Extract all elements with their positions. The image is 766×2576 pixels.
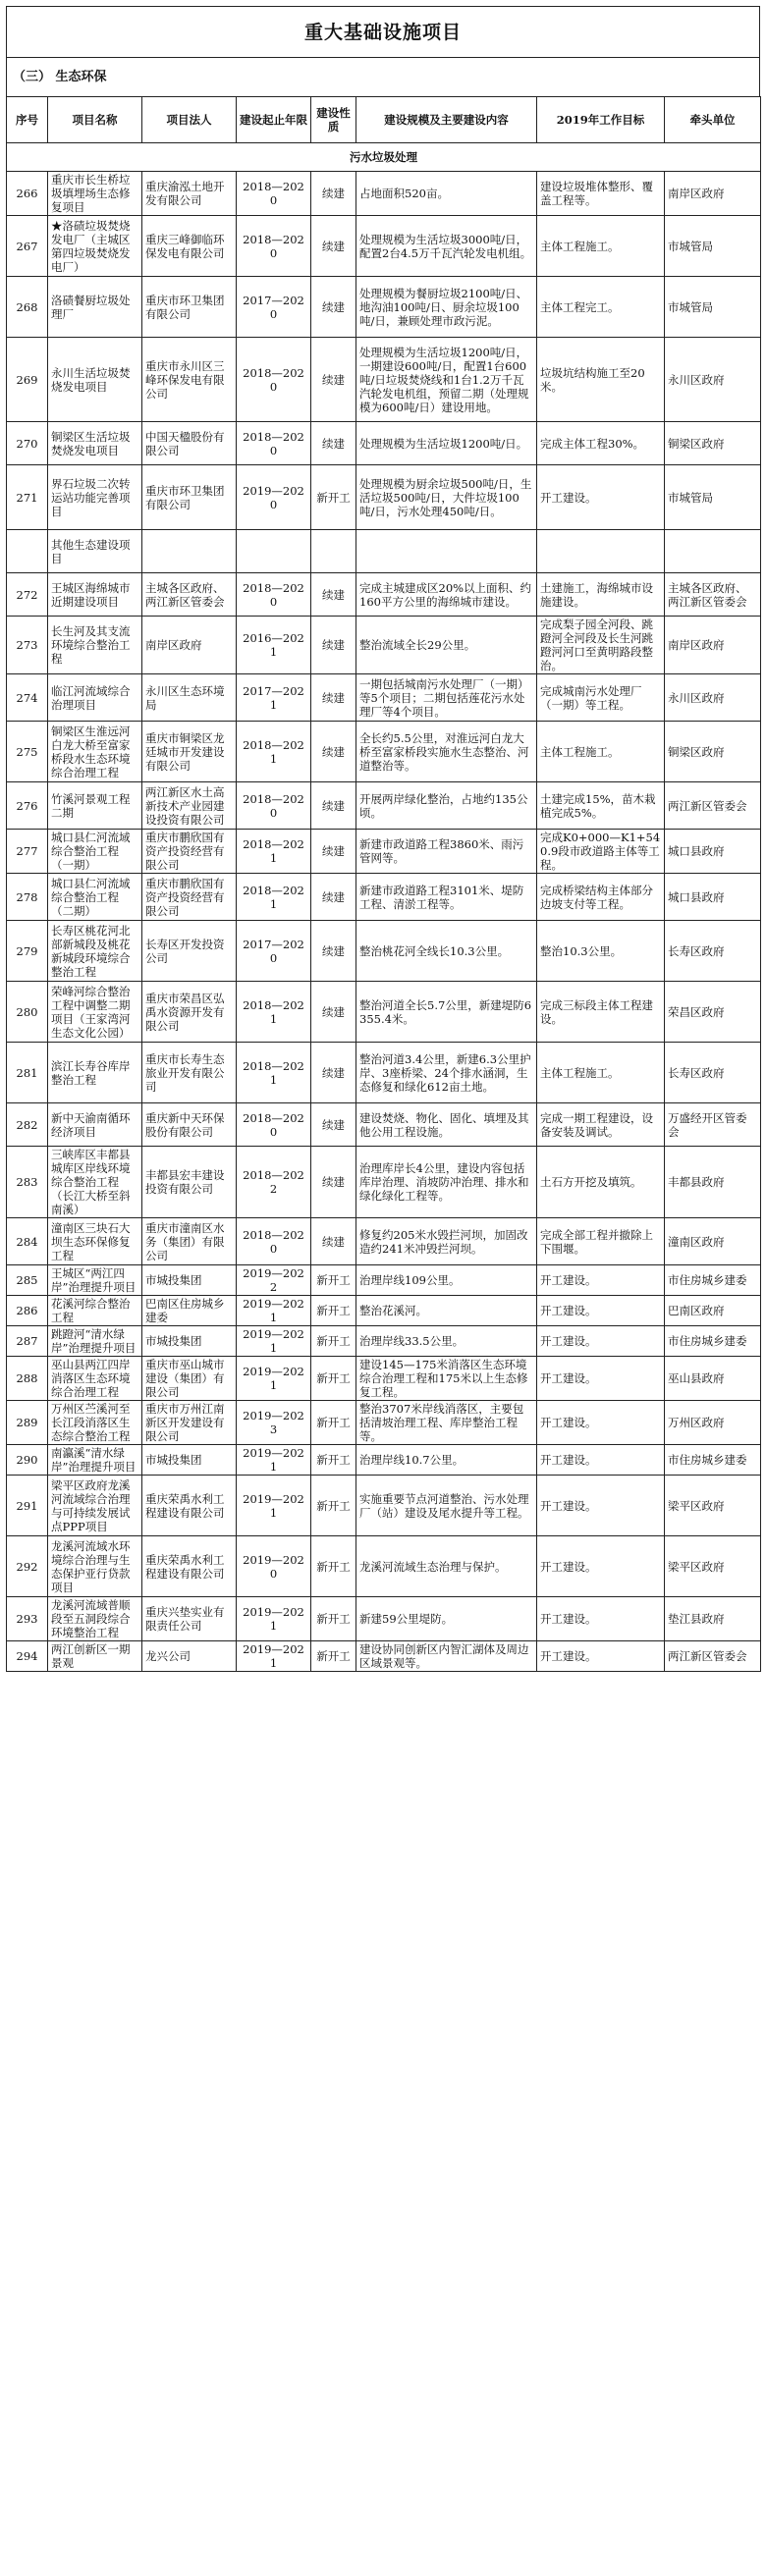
cell-name: 滨江长寿谷库岸整治工程 — [48, 1043, 142, 1103]
table-row — [7, 530, 761, 573]
cell-scale: 整治河道全长5.7公里，新建堤防6355.4米。 — [356, 982, 537, 1043]
cell-owner: 重庆市环卫集团有限公司 — [142, 465, 237, 530]
cell-goal: 完成主体工程30%。 — [537, 422, 665, 465]
cell-owner: 重庆荣禹水利工程建设有限公司 — [142, 1476, 237, 1536]
cell-no: 279 — [7, 921, 48, 982]
cell-nature: 续建 — [311, 338, 356, 422]
cell-nature: 续建 — [311, 874, 356, 921]
cell-lead: 永川区政府 — [665, 338, 761, 422]
cell-period: 2017—2020 — [237, 921, 311, 982]
cell-goal: 主体工程施工。 — [537, 216, 665, 277]
cell-period — [237, 530, 311, 573]
cell-no: 294 — [7, 1641, 48, 1672]
cell-nature: 续建 — [311, 830, 356, 874]
table-row — [7, 1445, 761, 1476]
cell-nature: 续建 — [311, 674, 356, 722]
cell-nature: 续建 — [311, 277, 356, 338]
table-row — [7, 1476, 761, 1536]
cell-scale: 新建市政道路工程3101米、堤防工程、清淤工程等。 — [356, 874, 537, 921]
cell-no: 285 — [7, 1265, 48, 1296]
cell-scale: 处理规模为生活垃圾1200吨/日，一期建设600吨/日，配置1台600吨/日垃圾焚烧线和1台1.2万千瓦汽轮发电机组，预留二期（处理规模为600吨/日）建设用地。 — [356, 338, 537, 422]
cell-nature: 续建 — [311, 1103, 356, 1147]
cell-owner: 主城各区政府、两江新区管委会 — [142, 573, 237, 617]
cell-lead: 铜梁区政府 — [665, 422, 761, 465]
cell-period: 2019—2021 — [237, 1357, 311, 1401]
cell-goal: 开工建设。 — [537, 1326, 665, 1357]
table-row — [7, 1536, 761, 1597]
cell-name: 万州区苎溪河至长江段消落区生态综合整治工程 — [48, 1401, 142, 1445]
cell-nature: 续建 — [311, 1147, 356, 1218]
cell-name: 临江河流域综合治理项目 — [48, 674, 142, 722]
header-cell: 建设性质 — [311, 97, 356, 143]
cell-period: 2018—2022 — [237, 1147, 311, 1218]
header-cell: 2019年工作目标 — [537, 97, 665, 143]
cell-nature: 续建 — [311, 172, 356, 216]
table-row — [7, 674, 761, 722]
cell-goal: 主体工程施工。 — [537, 722, 665, 782]
cell-nature: 新开工 — [311, 465, 356, 530]
cell-no: 273 — [7, 617, 48, 674]
cell-lead: 万州区政府 — [665, 1401, 761, 1445]
cell-lead: 市城管局 — [665, 465, 761, 530]
cell-owner: 重庆市鹏欣国有资产投资经营有限公司 — [142, 874, 237, 921]
cell-owner: 市城投集团 — [142, 1265, 237, 1296]
cell-nature: 续建 — [311, 573, 356, 617]
cell-nature: 新开工 — [311, 1296, 356, 1326]
table-row — [7, 1218, 761, 1265]
cell-goal: 开工建设。 — [537, 1357, 665, 1401]
cell-no: 290 — [7, 1445, 48, 1476]
table-row — [7, 1043, 761, 1103]
cell-period: 2018—2020 — [237, 422, 311, 465]
cell-lead: 垫江县政府 — [665, 1597, 761, 1641]
cell-scale: 建设协同创新区内智汇湖体及周边区域景观等。 — [356, 1641, 537, 1672]
cell-no: 281 — [7, 1043, 48, 1103]
cell-period: 2019—2021 — [237, 1326, 311, 1357]
cell-scale: 治理岸线10.7公里。 — [356, 1445, 537, 1476]
cell-lead: 市住房城乡建委 — [665, 1445, 761, 1476]
cell-owner: 重庆荣禹水利工程建设有限公司 — [142, 1536, 237, 1597]
cell-nature — [311, 530, 356, 573]
cell-name: 跳蹬河“清水绿岸”治理提升项目 — [48, 1326, 142, 1357]
cell-period: 2018—2021 — [237, 982, 311, 1043]
cell-nature: 续建 — [311, 722, 356, 782]
table-row — [7, 782, 761, 830]
cell-goal: 完成桥梁结构主体部分边坡支付等工程。 — [537, 874, 665, 921]
cell-period: 2018—2020 — [237, 172, 311, 216]
cell-scale: 完成主城建成区20%以上面积、约160平方公里的海绵城市建设。 — [356, 573, 537, 617]
cell-owner: 巴南区住房城乡建委 — [142, 1296, 237, 1326]
cell-period: 2018—2021 — [237, 1043, 311, 1103]
cell-name: 城口县仁河流域综合整治工程（二期） — [48, 874, 142, 921]
cell-period: 2019—2020 — [237, 465, 311, 530]
cell-name: 南瀛溪“清水绿岸”治理提升项目 — [48, 1445, 142, 1476]
cell-goal: 完成K0+000—K1+540.9段市政道路主体等工程。 — [537, 830, 665, 874]
cell-name: 界石垃圾二次转运站功能完善项目 — [48, 465, 142, 530]
cell-goal: 建设垃圾堆体整形、覆盖工程等。 — [537, 172, 665, 216]
cell-owner: 重庆市铜梁区龙廷城市开发建设有限公司 — [142, 722, 237, 782]
cell-nature: 新开工 — [311, 1401, 356, 1445]
cell-owner: 重庆市长寿生态旅业开发有限公司 — [142, 1043, 237, 1103]
cell-name: ★洛碛垃圾焚烧发电厂（主城区第四垃圾焚烧发电厂） — [48, 216, 142, 277]
cell-nature: 续建 — [311, 1043, 356, 1103]
table-row — [7, 921, 761, 982]
cell-scale: 整治花溪河。 — [356, 1296, 537, 1326]
table-row — [7, 830, 761, 874]
cell-period: 2018—2020 — [237, 782, 311, 830]
cell-goal: 开工建设。 — [537, 1641, 665, 1672]
cell-goal: 主体工程完工。 — [537, 277, 665, 338]
header-cell: 项目名称 — [48, 97, 142, 143]
cell-name: 龙溪河流域水环境综合治理与生态保护亚行贷款项目 — [48, 1536, 142, 1597]
cell-period: 2018—2020 — [237, 216, 311, 277]
cell-scale: 治理库岸长4公里，建设内容包括库岸治理、消坡防冲治理、排水和绿化绿化工程等。 — [356, 1147, 537, 1218]
cell-goal: 完成三标段主体工程建设。 — [537, 982, 665, 1043]
cell-no: 284 — [7, 1218, 48, 1265]
cell-owner: 重庆新中天环保股份有限公司 — [142, 1103, 237, 1147]
cell-goal: 开工建设。 — [537, 465, 665, 530]
cell-name: 王城区海绵城市近期建设项目 — [48, 573, 142, 617]
cell-period: 2017—2021 — [237, 674, 311, 722]
cell-no: 287 — [7, 1326, 48, 1357]
cell-name: 长生河及其支流环境综合整治工程 — [48, 617, 142, 674]
cell-no: 274 — [7, 674, 48, 722]
cell-no: 268 — [7, 277, 48, 338]
cell-owner: 重庆市永川区三峰环保发电有限公司 — [142, 338, 237, 422]
cell-scale: 开展两岸绿化整治，占地约135公顷。 — [356, 782, 537, 830]
cell-goal: 完成全部工程并撤除上下围堰。 — [537, 1218, 665, 1265]
cell-goal: 开工建设。 — [537, 1476, 665, 1536]
table-row — [7, 1597, 761, 1641]
table-body — [7, 143, 761, 1672]
cell-lead: 南岸区政府 — [665, 172, 761, 216]
cell-nature: 续建 — [311, 422, 356, 465]
cell-name: 长寿区桃花河北部新城段及桃花新城段环境综合整治工程 — [48, 921, 142, 982]
cell-no: 270 — [7, 422, 48, 465]
cell-period: 2019—2022 — [237, 1265, 311, 1296]
cell-period: 2019—2021 — [237, 1445, 311, 1476]
cell-owner: 龙兴公司 — [142, 1641, 237, 1672]
cell-no: 266 — [7, 172, 48, 216]
cell-name: 梁平区政府龙溪河流域综合治理与可持续发展试点PPP项目 — [48, 1476, 142, 1536]
cell-no: 280 — [7, 982, 48, 1043]
cell-scale: 建设焚烧、物化、固化、填埋及其他公用工程设施。 — [356, 1103, 537, 1147]
page-title: 重大基础设施项目 — [6, 6, 760, 57]
cell-lead: 长寿区政府 — [665, 1043, 761, 1103]
cell-owner: 重庆市巫山城市建设（集团）有限公司 — [142, 1357, 237, 1401]
cell-owner: 重庆市潼南区水务（集团）有限公司 — [142, 1218, 237, 1265]
table-row — [7, 1103, 761, 1147]
cell-goal: 土建施工，海绵城市设施建设。 — [537, 573, 665, 617]
cell-scale: 治理岸线109公里。 — [356, 1265, 537, 1296]
cell-scale: 整治河道3.4公里，新建6.3公里护岸、3座桥梁、24个排水涵洞，生态修复和绿化612亩土地。 — [356, 1043, 537, 1103]
cell-owner: 重庆市万州江南新区开发建设有限公司 — [142, 1401, 237, 1445]
header-cell: 建设起止年限 — [237, 97, 311, 143]
cell-period: 2018—2020 — [237, 338, 311, 422]
cell-goal: 土建完成15%，苗木栽植完成5%。 — [537, 782, 665, 830]
cell-scale: 新建59公里堤防。 — [356, 1597, 537, 1641]
table-row — [7, 1265, 761, 1296]
cell-no: 271 — [7, 465, 48, 530]
cell-no: 275 — [7, 722, 48, 782]
cell-scale: 全长约5.5公里，对淮远河白龙大桥至富家桥段实施水生态整治、河道整治等。 — [356, 722, 537, 782]
cell-scale: 整治流域全长29公里。 — [356, 617, 537, 674]
table-row — [7, 172, 761, 216]
cell-period: 2019—2020 — [237, 1536, 311, 1597]
cell-lead: 万盛经开区管委会 — [665, 1103, 761, 1147]
cell-name: 铜梁区生淮远河白龙大桥至富家桥段水生态环境综合治理工程 — [48, 722, 142, 782]
cell-name: 荣峰河综合整治工程中调整二期项目（王家湾河生态文化公园） — [48, 982, 142, 1043]
cell-name: 三峡库区丰都县城库区岸线环境综合整治工程（长江大桥至斜南溪） — [48, 1147, 142, 1218]
cell-no: 272 — [7, 573, 48, 617]
cell-lead: 丰都县政府 — [665, 1147, 761, 1218]
cell-scale: 整治桃花河全线长10.3公里。 — [356, 921, 537, 982]
cell-owner: 中国天楹股份有限公司 — [142, 422, 237, 465]
cell-period: 2018—2021 — [237, 830, 311, 874]
cell-nature: 新开工 — [311, 1476, 356, 1536]
cell-name: 巫山县两江四岸消落区生态环境综合治理工程 — [48, 1357, 142, 1401]
table-row — [7, 573, 761, 617]
cell-no: 286 — [7, 1296, 48, 1326]
cell-owner — [142, 530, 237, 573]
cell-period: 2019—2021 — [237, 1296, 311, 1326]
cell-scale: 一期包括城南污水处理厂（一期）等5个项目；二期包括莲花污水处理厂等4个项目。 — [356, 674, 537, 722]
cell-owner: 市城投集团 — [142, 1326, 237, 1357]
cell-scale: 建设145—175米消落区生态环境综合治理工程和175米以上生态修复工程。 — [356, 1357, 537, 1401]
cell-owner: 南岸区政府 — [142, 617, 237, 674]
cell-nature: 续建 — [311, 617, 356, 674]
cell-period: 2018—2020 — [237, 1103, 311, 1147]
cell-nature: 新开工 — [311, 1445, 356, 1476]
cell-lead: 两江新区管委会 — [665, 782, 761, 830]
table-row — [7, 216, 761, 277]
cell-lead: 巫山县政府 — [665, 1357, 761, 1401]
cell-name: 竹溪河景观工程二期 — [48, 782, 142, 830]
cell-period: 2017—2020 — [237, 277, 311, 338]
cell-name: 新中天渝南循环经济项目 — [48, 1103, 142, 1147]
cell-no: 291 — [7, 1476, 48, 1536]
cell-lead: 永川区政府 — [665, 674, 761, 722]
table-row — [7, 338, 761, 422]
cell-goal: 开工建设。 — [537, 1597, 665, 1641]
cell-scale: 处理规模为餐厨垃圾2100吨/日、地沟油100吨/日、厨余垃圾100吨/日，兼顾处理市政污泥。 — [356, 277, 537, 338]
cell-owner: 重庆渝泓土地开发有限公司 — [142, 172, 237, 216]
cell-scale: 处理规模为生活垃圾1200吨/日。 — [356, 422, 537, 465]
cell-lead: 城口县政府 — [665, 830, 761, 874]
cell-lead: 梁平区政府 — [665, 1536, 761, 1597]
header-cell: 牵头单位 — [665, 97, 761, 143]
cell-scale: 处理规模为厨余垃圾500吨/日，生活垃圾500吨/日，大件垃圾100吨/日，污水处理450吨/日。 — [356, 465, 537, 530]
table-header-row — [7, 97, 761, 143]
cell-goal: 土石方开挖及填筑。 — [537, 1147, 665, 1218]
table-row — [7, 277, 761, 338]
cell-owner: 重庆兴垫实业有限责任公司 — [142, 1597, 237, 1641]
project-table — [6, 96, 761, 1672]
cell-nature: 续建 — [311, 782, 356, 830]
table-row — [7, 1296, 761, 1326]
cell-nature: 新开工 — [311, 1357, 356, 1401]
cell-period: 2019—2021 — [237, 1597, 311, 1641]
cell-name: 龙溪河流域普顺段至五洞段综合环境整治工程 — [48, 1597, 142, 1641]
cell-period: 2016—2021 — [237, 617, 311, 674]
cell-scale: 龙溪河流域生态治理与保护。 — [356, 1536, 537, 1597]
cell-no: 282 — [7, 1103, 48, 1147]
cell-period: 2019—2023 — [237, 1401, 311, 1445]
cell-lead: 两江新区管委会 — [665, 1641, 761, 1672]
cell-nature: 新开工 — [311, 1265, 356, 1296]
cell-goal: 垃圾坑结构施工至20米。 — [537, 338, 665, 422]
cell-goal: 开工建设。 — [537, 1536, 665, 1597]
cell-period: 2019—2021 — [237, 1476, 311, 1536]
cell-nature: 新开工 — [311, 1326, 356, 1357]
cell-period: 2018—2020 — [237, 573, 311, 617]
table-row — [7, 1641, 761, 1672]
table-row — [7, 1326, 761, 1357]
cell-nature: 续建 — [311, 1218, 356, 1265]
cell-period: 2019—2021 — [237, 1641, 311, 1672]
cell-goal: 开工建设。 — [537, 1401, 665, 1445]
table-row — [7, 982, 761, 1043]
section-heading: （三） 生态环保 — [6, 57, 760, 96]
cell-nature: 新开工 — [311, 1641, 356, 1672]
cell-lead: 荣昌区政府 — [665, 982, 761, 1043]
cell-lead: 巴南区政府 — [665, 1296, 761, 1326]
cell-lead: 市住房城乡建委 — [665, 1326, 761, 1357]
cell-goal: 开工建设。 — [537, 1265, 665, 1296]
cell-lead: 铜梁区政府 — [665, 722, 761, 782]
cell-goal: 开工建设。 — [537, 1296, 665, 1326]
cell-goal: 开工建设。 — [537, 1445, 665, 1476]
cell-name: 城口县仁河流域综合整治工程（一期） — [48, 830, 142, 874]
cell-lead: 市城管局 — [665, 216, 761, 277]
cell-no — [7, 530, 48, 573]
cell-goal: 完成一期工程建设，设备安装及调试。 — [537, 1103, 665, 1147]
cell-scale — [356, 530, 537, 573]
cell-no: 269 — [7, 338, 48, 422]
cell-owner: 长寿区开发投资公司 — [142, 921, 237, 982]
cell-period: 2018—2020 — [237, 1218, 311, 1265]
cell-nature: 续建 — [311, 216, 356, 277]
cell-owner: 重庆三峰御临环保发电有限公司 — [142, 216, 237, 277]
table-row — [7, 1357, 761, 1401]
cell-owner: 两江新区水土高新技术产业园建设投资有限公司 — [142, 782, 237, 830]
table-row — [7, 722, 761, 782]
table-row — [7, 465, 761, 530]
cell-scale: 治理岸线33.5公里。 — [356, 1326, 537, 1357]
cell-no: 267 — [7, 216, 48, 277]
cell-name: 花溪河综合整治工程 — [48, 1296, 142, 1326]
cell-name: 洛碛餐厨垃圾处理厂 — [48, 277, 142, 338]
table-row — [7, 1401, 761, 1445]
cell-goal: 主体工程施工。 — [537, 1043, 665, 1103]
cell-no: 278 — [7, 874, 48, 921]
cell-owner: 市城投集团 — [142, 1445, 237, 1476]
cell-name: 重庆市长生桥垃圾填埋场生态修复项目 — [48, 172, 142, 216]
cell-name: 王城区“两江四岸”治理提升项目 — [48, 1265, 142, 1296]
cell-owner: 永川区生态环境局 — [142, 674, 237, 722]
cell-name: 其他生态建设项目 — [48, 530, 142, 573]
cell-period: 2018—2021 — [237, 874, 311, 921]
table-row — [7, 874, 761, 921]
cell-lead: 城口县政府 — [665, 874, 761, 921]
table-row — [7, 617, 761, 674]
cell-name: 铜梁区生活垃圾焚烧发电项目 — [48, 422, 142, 465]
cell-scale: 新建市政道路工程3860米、雨污管网等。 — [356, 830, 537, 874]
cell-owner: 重庆市环卫集团有限公司 — [142, 277, 237, 338]
cell-no: 277 — [7, 830, 48, 874]
category-label: 污水垃圾处理 — [7, 143, 761, 172]
cell-lead: 市城管局 — [665, 277, 761, 338]
cell-owner: 丰都县宏丰建设投资有限公司 — [142, 1147, 237, 1218]
header-cell: 项目法人 — [142, 97, 237, 143]
header-cell: 序号 — [7, 97, 48, 143]
cell-scale: 修复约205米水毁拦河坝，加固改造约241米冲毁拦河坝。 — [356, 1218, 537, 1265]
cell-scale: 实施重要节点河道整治、污水处理厂（站）建设及尾水提升等工程。 — [356, 1476, 537, 1536]
cell-goal: 整治10.3公里。 — [537, 921, 665, 982]
cell-nature: 续建 — [311, 982, 356, 1043]
table-row — [7, 1147, 761, 1218]
cell-nature: 新开工 — [311, 1597, 356, 1641]
cell-scale: 处理规模为生活垃圾3000吨/日，配置2台4.5万千瓦汽轮发电机组。 — [356, 216, 537, 277]
cell-owner: 重庆市鹏欣国有资产投资经营有限公司 — [142, 830, 237, 874]
cell-nature: 续建 — [311, 921, 356, 982]
cell-lead — [665, 530, 761, 573]
cell-lead: 市住房城乡建委 — [665, 1265, 761, 1296]
cell-owner: 重庆市荣昌区弘禹水资源开发有限公司 — [142, 982, 237, 1043]
cell-scale: 整治3707米岸线消落区，主要包括清坡治理工程、库岸整治工程等。 — [356, 1401, 537, 1445]
cell-lead: 主城各区政府、两江新区管委会 — [665, 573, 761, 617]
cell-name: 两江创新区一期景观 — [48, 1641, 142, 1672]
cell-no: 288 — [7, 1357, 48, 1401]
cell-lead: 梁平区政府 — [665, 1476, 761, 1536]
category-row — [7, 143, 761, 172]
cell-name: 潼南区三块石大坝生态环保修复工程 — [48, 1218, 142, 1265]
cell-goal: 完成梨子园全河段、跳蹬河全河段及长生河跳蹬河河口至黄明路段整治。 — [537, 617, 665, 674]
cell-no: 283 — [7, 1147, 48, 1218]
cell-lead: 南岸区政府 — [665, 617, 761, 674]
cell-scale: 占地面积520亩。 — [356, 172, 537, 216]
cell-period: 2018—2021 — [237, 722, 311, 782]
cell-goal: 完成城南污水处理厂（一期）等工程。 — [537, 674, 665, 722]
table-row — [7, 422, 761, 465]
cell-goal — [537, 530, 665, 573]
cell-no: 293 — [7, 1597, 48, 1641]
cell-nature: 新开工 — [311, 1536, 356, 1597]
cell-no: 292 — [7, 1536, 48, 1597]
header-cell: 建设规模及主要建设内容 — [356, 97, 537, 143]
cell-name: 永川生活垃圾焚烧发电项目 — [48, 338, 142, 422]
cell-lead: 潼南区政府 — [665, 1218, 761, 1265]
cell-no: 276 — [7, 782, 48, 830]
cell-no: 289 — [7, 1401, 48, 1445]
cell-lead: 长寿区政府 — [665, 921, 761, 982]
